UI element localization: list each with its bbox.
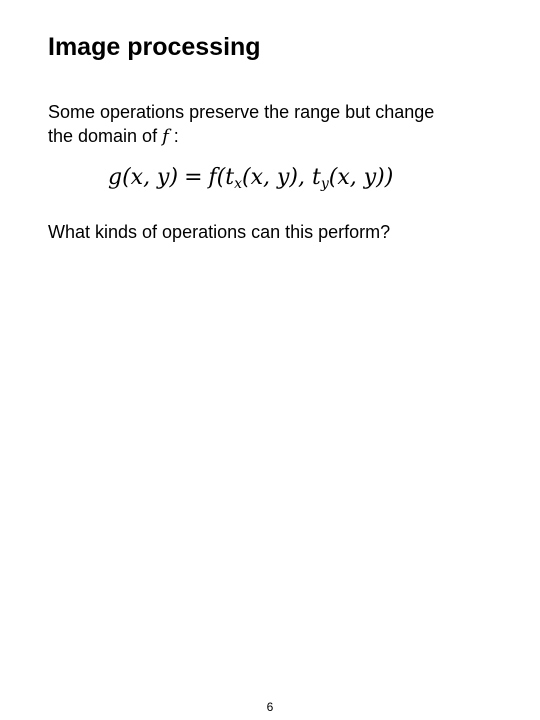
equation-operator: = (184, 165, 203, 190)
question-text: What kinds of operations can this perform? (48, 222, 391, 242)
intro-line-1: Some operations preserve the range but change (48, 102, 435, 122)
function-symbol: f (162, 126, 169, 147)
slide-title: Image processing (48, 33, 261, 61)
equation-subscript-x: x (234, 176, 242, 192)
equation-lhs: g(x, y) (108, 165, 179, 190)
equation-rhs-prefix: f(t (208, 165, 235, 190)
page-number: 6 (266, 700, 274, 714)
equation-subscript-y: y (320, 176, 329, 192)
equation-rhs-middle: (x, y), t (242, 165, 321, 190)
equation-rhs-suffix: (x, y)) (328, 165, 394, 190)
intro-line-2-suffix: : (168, 126, 179, 146)
intro-line-2-prefix: the domain of (48, 126, 158, 146)
domain-transform-equation (108, 165, 393, 190)
intro-paragraph (48, 100, 508, 149)
